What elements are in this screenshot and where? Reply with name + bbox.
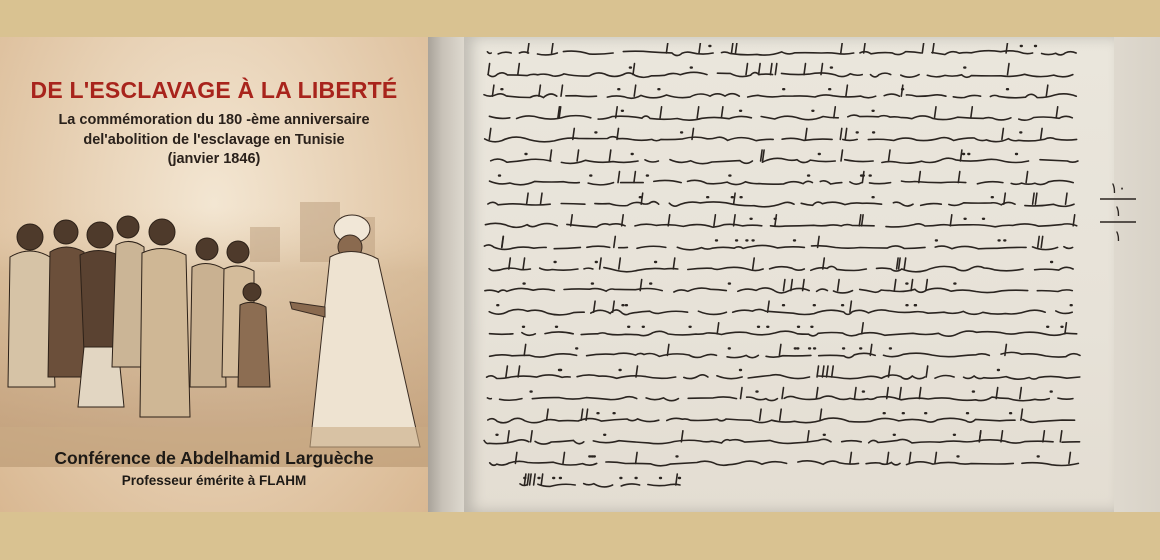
bottom-border xyxy=(0,512,1160,560)
script-stroke xyxy=(732,43,734,53)
script-stroke xyxy=(1026,172,1028,183)
script-stroke xyxy=(1021,409,1023,420)
script-stroke xyxy=(1008,64,1010,75)
script-line xyxy=(488,418,1075,423)
script-stroke xyxy=(571,215,573,226)
poster-title: DE L'ESCLAVAGE À LA LIBERTÉ xyxy=(30,77,398,103)
script-stroke xyxy=(641,193,643,204)
margin-mark-1: ١٠ xyxy=(1109,179,1127,197)
script-line xyxy=(520,484,680,487)
script-line xyxy=(490,331,1077,336)
script-line xyxy=(489,266,1073,271)
script-line xyxy=(485,223,1076,227)
script-stroke xyxy=(524,474,526,485)
script-line xyxy=(480,94,1076,99)
script-stroke xyxy=(676,474,678,485)
script-stroke xyxy=(1041,236,1043,247)
script-line xyxy=(487,51,1076,56)
script-stroke xyxy=(527,193,529,204)
script-line xyxy=(482,202,1074,207)
script-stroke xyxy=(768,301,770,312)
script-stroke xyxy=(783,280,785,291)
script-stroke xyxy=(1060,431,1062,442)
script-stroke xyxy=(673,258,675,269)
script-stroke xyxy=(1069,452,1071,463)
script-line xyxy=(480,115,1072,120)
script-line xyxy=(483,461,1079,466)
script-stroke xyxy=(699,43,701,53)
margin-numerals xyxy=(1096,177,1146,257)
script-stroke xyxy=(508,431,510,442)
script-stroke xyxy=(1002,128,1004,139)
script-stroke xyxy=(1035,193,1037,204)
script-line xyxy=(481,158,1078,164)
script-stroke xyxy=(609,150,611,161)
script-stroke xyxy=(816,388,818,399)
script-stroke xyxy=(489,128,491,139)
script-stroke xyxy=(862,172,864,183)
script-stroke xyxy=(531,431,533,442)
script-stroke xyxy=(922,43,924,53)
script-stroke xyxy=(782,388,784,399)
script-stroke xyxy=(530,474,532,485)
subtitle-line-3: (janvier 1846) xyxy=(167,151,261,167)
script-stroke xyxy=(581,409,583,420)
script-stroke xyxy=(894,280,896,291)
script-stroke xyxy=(666,43,668,53)
script-stroke xyxy=(618,172,620,183)
top-border xyxy=(0,0,1160,37)
script-stroke xyxy=(935,452,937,463)
script-stroke xyxy=(919,172,921,183)
script-stroke xyxy=(717,323,719,334)
script-stroke xyxy=(770,64,772,75)
script-stroke xyxy=(697,107,699,118)
subtitle-line-2: del'abolition de l'esclavage en Tunisie xyxy=(83,131,345,148)
script-stroke xyxy=(779,344,781,355)
script-stroke xyxy=(899,258,901,269)
script-stroke xyxy=(780,409,782,420)
script-stroke xyxy=(539,85,541,96)
script-stroke xyxy=(1020,388,1022,399)
script-stroke xyxy=(633,64,635,75)
script-stroke xyxy=(760,409,762,420)
script-stroke xyxy=(527,474,529,485)
script-stroke xyxy=(518,64,520,75)
script-line xyxy=(490,180,1074,185)
script-stroke xyxy=(1056,107,1058,118)
script-stroke xyxy=(909,452,911,463)
script-line xyxy=(487,375,1080,379)
script-stroke xyxy=(958,172,960,183)
script-stroke xyxy=(845,128,847,139)
script-stroke xyxy=(1005,344,1007,355)
script-stroke xyxy=(841,43,843,53)
script-stroke xyxy=(634,85,636,96)
script-stroke xyxy=(600,258,602,269)
script-line xyxy=(484,439,1080,444)
script-stroke xyxy=(834,107,836,118)
script-line xyxy=(485,288,1072,293)
script-stroke xyxy=(763,150,765,161)
script-stroke xyxy=(1041,128,1043,139)
script-stroke xyxy=(619,258,621,269)
script-stroke xyxy=(996,388,998,399)
script-stroke xyxy=(887,452,889,463)
script-stroke xyxy=(919,388,921,399)
script-stroke xyxy=(841,150,843,161)
script-stroke xyxy=(541,193,543,204)
script-stroke xyxy=(850,452,852,463)
script-line xyxy=(484,245,1072,250)
script-stroke xyxy=(714,215,716,226)
conference-poster xyxy=(0,37,428,512)
script-stroke xyxy=(900,388,902,399)
script-stroke xyxy=(911,280,913,291)
script-stroke xyxy=(534,474,536,485)
script-stroke xyxy=(840,128,842,139)
margin-mark-2: ١ xyxy=(1113,202,1123,220)
script-stroke xyxy=(775,64,777,75)
script-stroke xyxy=(846,85,848,96)
script-stroke xyxy=(502,236,504,247)
script-stroke xyxy=(547,409,549,420)
script-stroke xyxy=(805,128,807,139)
script-stroke xyxy=(734,193,736,204)
manuscript-photo xyxy=(428,37,1160,512)
script-stroke xyxy=(528,43,530,53)
script-stroke xyxy=(488,64,490,75)
script-stroke xyxy=(807,431,809,442)
script-stroke xyxy=(761,150,763,161)
script-stroke xyxy=(862,323,864,334)
script-stroke xyxy=(550,150,552,161)
script-stroke xyxy=(1046,85,1048,96)
script-line xyxy=(489,309,1072,314)
script-stroke xyxy=(614,236,616,247)
script-stroke xyxy=(1065,323,1067,334)
script-stroke xyxy=(901,85,903,96)
speaker-role: Professeur émérite à FLAHM xyxy=(121,473,307,488)
script-stroke xyxy=(577,150,579,161)
historical-engraving xyxy=(0,187,428,467)
margin-mark-3: ١ xyxy=(1113,227,1123,245)
script-stroke xyxy=(741,388,743,399)
script-stroke xyxy=(506,366,508,377)
script-stroke xyxy=(850,301,852,312)
script-stroke xyxy=(1038,236,1040,247)
script-stroke xyxy=(862,215,864,226)
script-stroke xyxy=(820,409,822,420)
script-line xyxy=(488,72,1073,77)
script-stroke xyxy=(759,64,761,75)
script-stroke xyxy=(950,215,952,226)
script-stroke xyxy=(561,85,563,96)
script-stroke xyxy=(660,107,662,118)
script-stroke xyxy=(822,366,824,377)
script-stroke xyxy=(523,258,525,269)
script-stroke xyxy=(541,474,543,485)
script-stroke xyxy=(775,215,777,226)
script-stroke xyxy=(832,366,834,377)
script-stroke xyxy=(926,280,928,291)
script-stroke xyxy=(753,258,755,269)
handwritten-arabic-text xyxy=(480,43,1090,508)
script-stroke xyxy=(1066,193,1068,204)
script-stroke xyxy=(721,107,723,118)
script-stroke xyxy=(634,172,636,183)
script-stroke xyxy=(897,258,899,269)
script-stroke xyxy=(889,150,891,161)
script-stroke xyxy=(933,43,935,53)
script-stroke xyxy=(736,43,738,53)
script-stroke xyxy=(926,366,928,377)
script-stroke xyxy=(524,344,526,355)
subtitle-line-1: La commémoration du 180 -ème anniversaire xyxy=(58,112,370,128)
script-stroke xyxy=(827,366,829,377)
script-stroke xyxy=(935,107,937,118)
script-stroke xyxy=(971,107,973,118)
script-stroke xyxy=(1033,193,1035,204)
script-line xyxy=(480,396,1073,401)
script-stroke xyxy=(1073,215,1075,226)
script-stroke xyxy=(859,215,861,226)
script-stroke xyxy=(904,258,906,269)
script-stroke xyxy=(855,388,857,399)
poster-subtitle xyxy=(30,111,398,170)
script-stroke xyxy=(1043,431,1045,442)
script-stroke xyxy=(636,452,638,463)
script-stroke xyxy=(563,452,565,463)
script-stroke xyxy=(804,64,806,75)
script-stroke xyxy=(746,64,748,75)
speaker-name: Conférence de Abdelhamid Larguèche xyxy=(54,448,374,468)
script-stroke xyxy=(960,150,962,161)
script-stroke xyxy=(552,43,554,53)
script-stroke xyxy=(492,85,494,96)
script-stroke xyxy=(838,280,840,291)
